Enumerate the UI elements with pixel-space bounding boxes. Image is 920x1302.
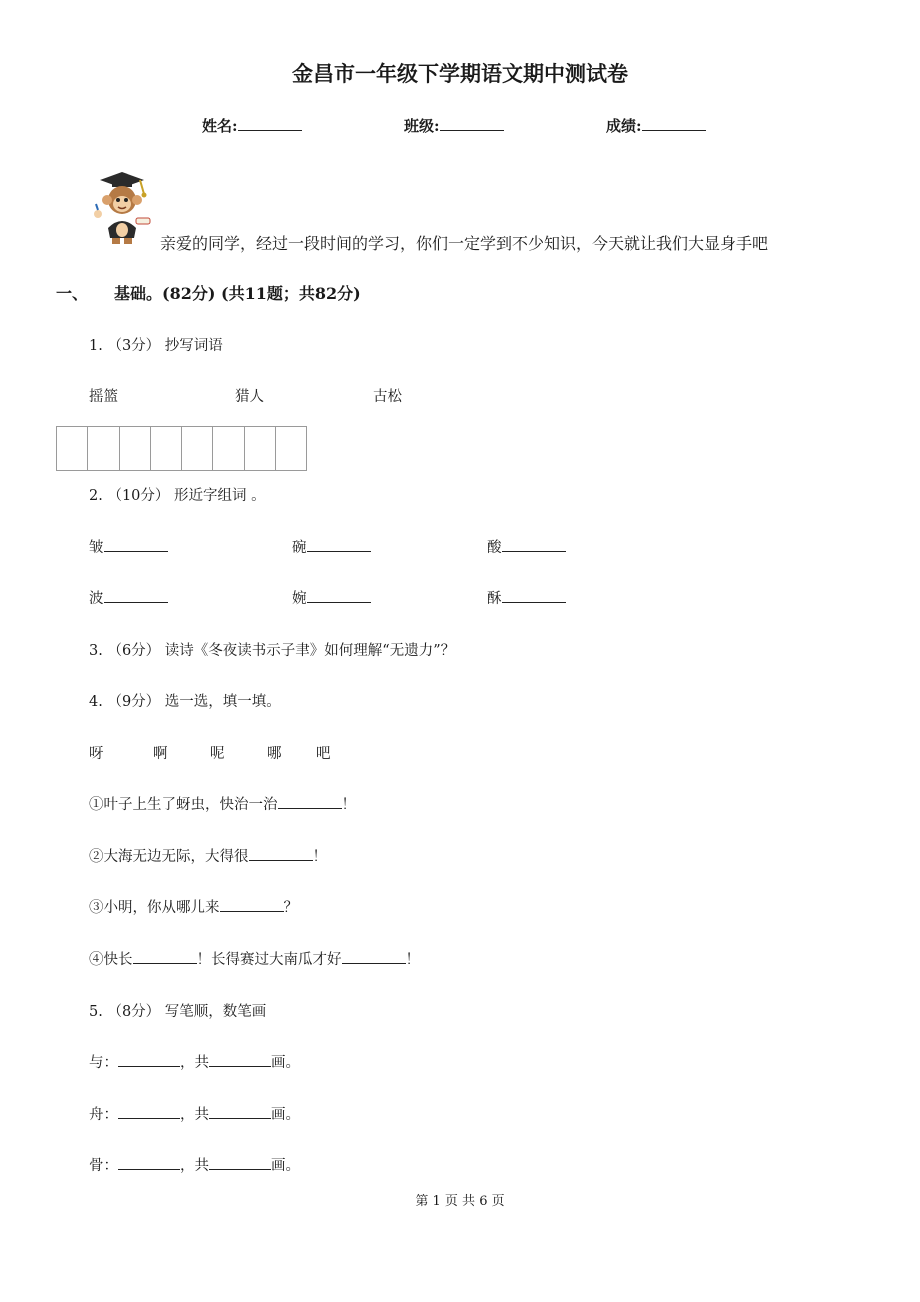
answer-blank[interactable] <box>209 1105 271 1119</box>
q4-sentence-2 <box>89 845 327 866</box>
answer-blank[interactable] <box>133 950 197 964</box>
q4-sentence-4 <box>89 948 420 969</box>
answer-blank[interactable] <box>209 1053 271 1067</box>
q2-char: 碗 <box>292 540 307 556</box>
name-field <box>202 115 302 136</box>
q2-item <box>292 536 371 557</box>
sentence-text: ②大海无边无际，大得很 <box>89 849 249 865</box>
answer-blank[interactable] <box>104 538 168 552</box>
answer-blank[interactable] <box>307 589 371 603</box>
q1-word-3: 古松 <box>373 389 402 405</box>
q2-header: 2. （10分） 形近字组词 。 <box>89 488 266 504</box>
answer-blank[interactable] <box>104 589 168 603</box>
copy-writing-grid[interactable] <box>56 426 307 471</box>
sentence-end: ！ <box>312 849 327 865</box>
stroke-char: 与： <box>89 1055 118 1071</box>
q1-header: 1. （3分） 抄写词语 <box>89 338 223 354</box>
class-blank[interactable] <box>440 116 504 131</box>
sentence-text: ④快长 <box>89 952 133 968</box>
grid-cell[interactable] <box>213 427 244 470</box>
q4-header: 4. （9分） 选一选，填一填。 <box>89 694 281 710</box>
q2-item <box>89 587 168 608</box>
score-blank[interactable] <box>642 116 706 131</box>
class-field <box>404 115 504 136</box>
sentence-end: ！ <box>405 952 420 968</box>
q5-header: 5. （8分） 写笔顺，数笔画 <box>89 1004 267 1020</box>
stroke-text: 画。 <box>271 1107 300 1123</box>
q2-char: 酥 <box>487 591 502 607</box>
grid-cell[interactable] <box>151 427 182 470</box>
stroke-text: ，共 <box>180 1107 209 1123</box>
section-heading <box>56 281 361 304</box>
stroke-text: 画。 <box>271 1158 300 1174</box>
score-field <box>606 115 706 136</box>
q5-row <box>89 1154 300 1175</box>
answer-blank[interactable] <box>220 898 284 912</box>
answer-blank[interactable] <box>342 950 406 964</box>
q4-option: 哪 <box>267 746 282 762</box>
answer-blank[interactable] <box>118 1105 180 1119</box>
grid-cell[interactable] <box>120 427 151 470</box>
section-number: 一、 <box>56 284 89 303</box>
q2-item <box>487 587 566 608</box>
sentence-text: ③小明，你从哪儿来 <box>89 900 220 916</box>
q2-char: 酸 <box>487 540 502 556</box>
stroke-char: 舟： <box>89 1107 118 1123</box>
answer-blank[interactable] <box>502 589 566 603</box>
q1-word-1: 摇篮 <box>89 389 118 405</box>
q2-char: 婉 <box>292 591 307 607</box>
answer-blank[interactable] <box>118 1156 180 1170</box>
grid-cell[interactable] <box>88 427 119 470</box>
q2-item <box>292 587 371 608</box>
greeting-text: 亲爱的同学，经过一段时间的学习，你们一定学到不少知识，今天就让我们大显身手吧 <box>160 234 769 253</box>
score-label: 成绩: <box>606 117 642 135</box>
stroke-text: ，共 <box>180 1055 209 1071</box>
class-label: 班级: <box>404 117 440 135</box>
grid-cell[interactable] <box>57 427 88 470</box>
q2-char: 波 <box>89 591 104 607</box>
page-footer: 第 1 页 共 6 页 <box>415 1194 505 1209</box>
grid-cell[interactable] <box>182 427 213 470</box>
q1-word-2: 猎人 <box>235 389 264 405</box>
q2-item <box>89 536 168 557</box>
name-blank[interactable] <box>238 116 302 131</box>
q2-char: 皱 <box>89 540 104 556</box>
q4-sentence-1 <box>89 793 356 814</box>
sentence-end: ？ <box>283 900 298 916</box>
answer-blank[interactable] <box>209 1156 271 1170</box>
answer-blank[interactable] <box>118 1053 180 1067</box>
sentence-text: ①叶子上生了蚜虫，快治一治 <box>89 797 278 813</box>
section-title: 基础。(82分) (共11题；共82分) <box>114 284 361 303</box>
q4-sentence-3 <box>89 896 298 917</box>
grid-cell[interactable] <box>276 427 306 470</box>
sentence-text: ！长得赛过大南瓜才好 <box>196 952 342 968</box>
q5-row <box>89 1051 300 1072</box>
answer-blank[interactable] <box>502 538 566 552</box>
stroke-text: ，共 <box>180 1158 209 1174</box>
monkey-graduate-icon <box>88 168 154 248</box>
grid-cell[interactable] <box>245 427 276 470</box>
stroke-char: 骨： <box>89 1158 118 1174</box>
q4-option: 呀 <box>89 746 104 762</box>
stroke-text: 画。 <box>271 1055 300 1071</box>
q2-item <box>487 536 566 557</box>
q5-row <box>89 1103 300 1124</box>
sentence-end: ！ <box>341 797 356 813</box>
name-label: 姓名: <box>202 117 238 135</box>
q4-option: 吧 <box>316 746 331 762</box>
q4-option: 呢 <box>210 746 225 762</box>
q3-header: 3. （6分） 读诗《冬夜读书示子聿》如何理解“无遗力”？ <box>89 643 456 659</box>
page-title: 金昌市一年级下学期语文期中测试卷 <box>292 61 628 86</box>
answer-blank[interactable] <box>249 847 313 861</box>
q4-option: 啊 <box>153 746 168 762</box>
answer-blank[interactable] <box>307 538 371 552</box>
answer-blank[interactable] <box>278 795 342 809</box>
